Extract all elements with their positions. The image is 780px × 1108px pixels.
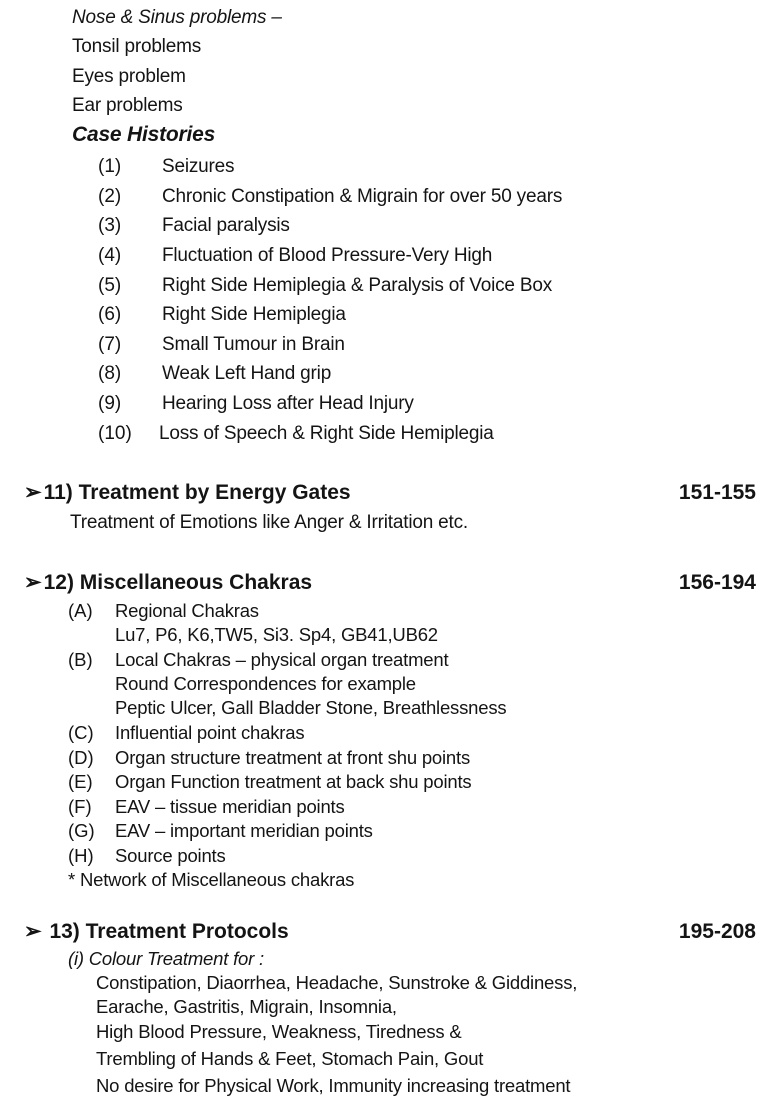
colour-treatment-heading: (i) Colour Treatment for : [68,948,264,969]
item-label: (H) [68,845,94,866]
arrow-bullet-icon: ➢ [24,920,42,943]
case-item: Small Tumour in Brain [162,334,345,355]
case-number: (7) [98,334,122,355]
item-label: (B) [68,649,93,670]
case-number: (5) [98,275,122,296]
case-item: Facial paralysis [162,215,290,236]
local-chakras-sub1: Round Correspondences for example [115,673,416,694]
item-label: (D) [68,747,94,768]
case-item: Fluctuation of Blood Pressure-Very High [162,245,493,266]
section-12-heading [24,571,312,595]
regional-chakras-points: Lu7, P6, K6,TW5, Si3. Sp4, GB41,UB62 [115,624,438,645]
case-number: (6) [98,304,122,325]
section-11-pages: 151-155 [678,481,756,504]
case-number: (4) [98,245,122,266]
item-label: (C) [68,722,94,743]
section-13-heading [24,920,289,944]
item-label: (G) [68,820,95,841]
organ-structure-item: Organ structure treatment at front shu points [115,747,471,768]
case-item: Right Side Hemiplegia [162,304,346,325]
item-label: (A) [68,600,93,621]
tonsil-item: Tonsil problems [72,36,201,57]
treatment-line: No desire for Physical Work, Immunity increasing treatment [96,1075,571,1096]
treatment-line: Constipation, Diaorrhea, Headache, Sunstroke & Giddiness, [96,972,578,993]
section-12-pages: 156-194 [678,571,756,594]
section-11-description: Treatment of Emotions like Anger & Irritation etc. [70,512,468,533]
case-number: (10) [98,423,132,444]
section-12-title: 12) Miscellaneous Chakras [43,571,313,594]
source-points-item: Source points [115,845,226,866]
treatment-line: Earache, Gastritis, Migrain, Insomnia, [96,996,397,1017]
treatment-line: High Blood Pressure, Weakness, Tiredness & [96,1021,462,1042]
case-item: Hearing Loss after Head Injury [162,393,414,414]
case-histories-title: Case Histories [72,123,216,146]
case-item: Chronic Constipation & Migrain for over 50 years [162,186,563,207]
item-label: (E) [68,771,93,792]
arrow-bullet-icon: ➢ [24,571,42,594]
eav-tissue-item: EAV – tissue meridian points [115,796,345,817]
section-13-title: 13) Treatment Protocols [49,920,289,943]
local-chakras-item: Local Chakras – physical organ treatment [115,649,449,670]
eyes-item: Eyes problem [72,66,186,87]
case-item: Weak Left Hand grip [162,363,332,384]
case-number: (2) [98,186,122,207]
local-chakras-sub2: Peptic Ulcer, Gall Bladder Stone, Breathlessness [115,697,507,718]
organ-function-item: Organ Function treatment at back shu points [115,771,472,792]
ear-item: Ear problems [72,95,183,116]
eav-important-item: EAV – important meridian points [115,820,373,841]
case-item: Seizures [162,156,235,177]
case-number: (1) [98,156,122,177]
regional-chakras-item: Regional Chakras [115,600,259,621]
item-label: (F) [68,796,92,817]
section-13-pages: 195-208 [678,920,756,943]
section-11-heading [24,481,351,505]
arrow-bullet-icon: ➢ [24,481,42,504]
case-number: (9) [98,393,122,414]
influential-chakras-item: Influential point chakras [115,722,305,743]
case-item: Right Side Hemiplegia & Paralysis of Voice Box [162,275,552,296]
nose-sinus-item: Nose & Sinus problems – [72,7,282,28]
network-note: * Network of Miscellaneous chakras [68,869,355,890]
case-item: Loss of Speech & Right Side Hemiplegia [159,423,494,444]
section-11-title: 11) Treatment by Energy Gates [43,481,351,504]
treatment-line: Trembling of Hands & Feet, Stomach Pain, Gout [96,1048,484,1069]
case-number: (3) [98,215,122,236]
case-number: (8) [98,363,122,384]
